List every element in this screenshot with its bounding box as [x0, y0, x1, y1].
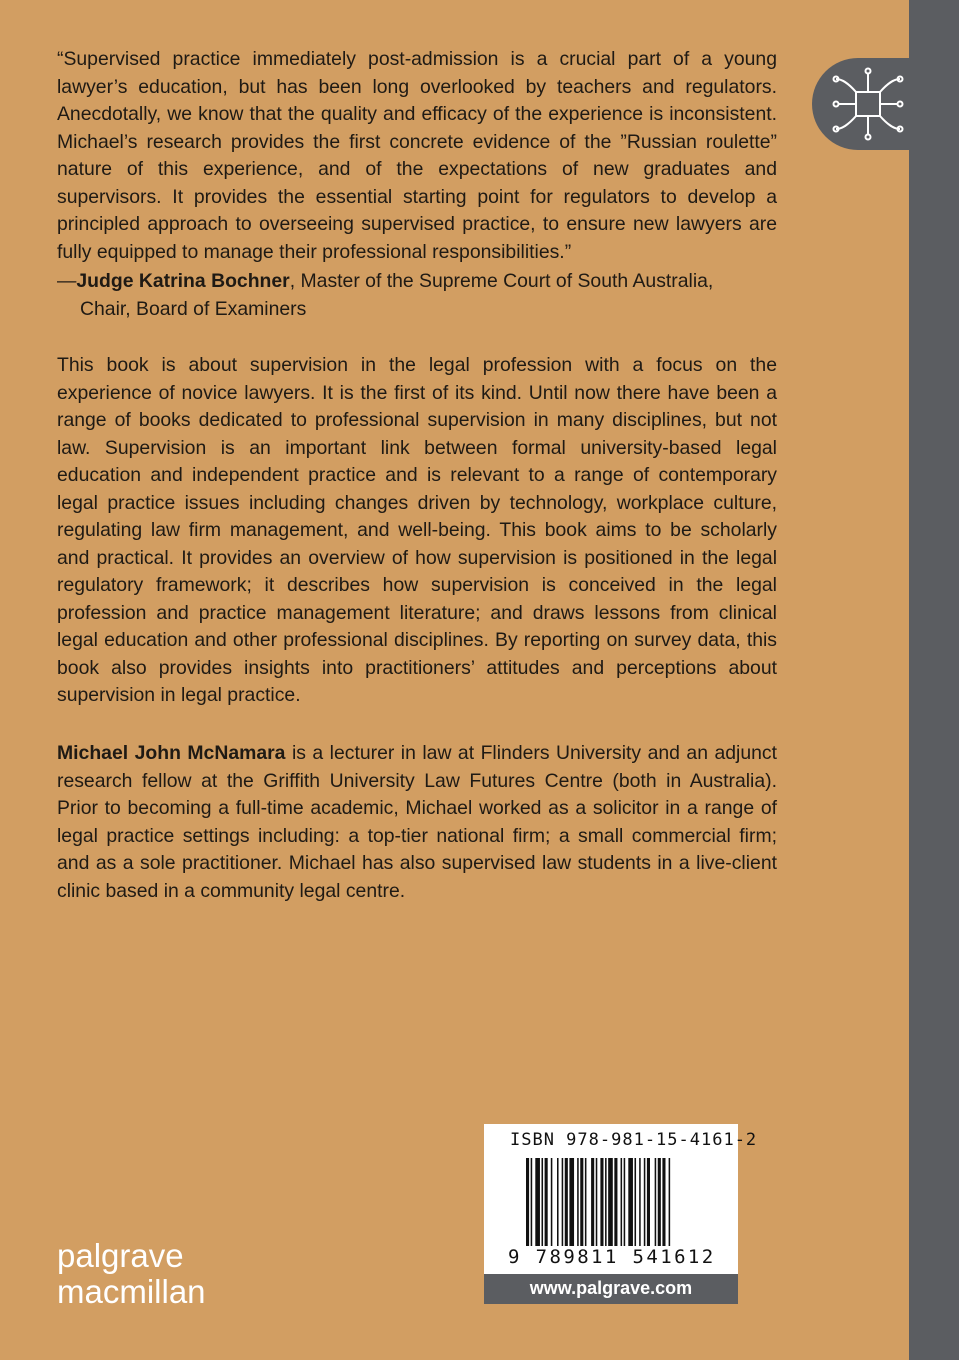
- attribution-title: , Master of the Supreme Court of South Australia,: [289, 270, 714, 292]
- barcode-bar: [535, 1158, 540, 1246]
- barcode-bar: [600, 1158, 603, 1246]
- barcode-bar: [542, 1158, 544, 1246]
- barcode-bar: [565, 1158, 568, 1246]
- barcode-box: [484, 1124, 758, 1274]
- barcode-digits: 9 789811 541612: [508, 1246, 716, 1268]
- barcode-bar: [644, 1158, 646, 1246]
- endorsement-quote: [57, 46, 777, 266]
- isbn-label: ISBN 978-981-15-4161-2: [510, 1130, 758, 1150]
- logo-tab: [812, 58, 959, 150]
- publisher-logo-palgrave: palgrave: [57, 1237, 184, 1274]
- barcode-bar: [628, 1158, 633, 1246]
- barcode-bar: [655, 1158, 657, 1246]
- barcode-bar: [551, 1158, 553, 1246]
- barcode-bar: [621, 1158, 623, 1246]
- bio-author-name: Michael John McNamara: [57, 742, 286, 764]
- barcode-bar: [658, 1158, 661, 1246]
- barcode-bar: [635, 1158, 637, 1246]
- barcode-bar: [639, 1158, 641, 1246]
- barcode-bars: [526, 1158, 726, 1246]
- website-url: www.palgrave.com: [484, 1274, 738, 1304]
- barcode-bar: [614, 1158, 617, 1246]
- spine-bar: [909, 0, 959, 1360]
- palgrave-circuit-logo-icon: [828, 65, 908, 143]
- barcode-bar: [569, 1158, 574, 1246]
- barcode-bar: [591, 1158, 594, 1246]
- attribution-role: Chair, Board of Examiners: [80, 297, 307, 320]
- bio-paragraph: [57, 740, 777, 905]
- bio-text: is a lecturer in law at Flinders University and an adjunct research fellow at the Griffith University Law Futures Centre (both in Australia). Prior to becoming a full-time academic, Michael worked as a solicitor in a range of legal practice settings including: a top-tier national firm; a small commercial firm; and as a sole practitioner. Michael has also supervised law students in a live-client clinic based in a community legal centre.: [57, 742, 777, 902]
- author-bio: [57, 740, 777, 905]
- description-text: This book is about supervision in the legal profession with a focus on the experience of novice lawyers. It is the first of its kind. Until now there have been a range of books dedicated to professional supervision in many disciplines, but not law. Supervision is an important link between formal university-based legal education and independent practice and is relevant to a range of contemporary legal practice issues including changes driven by technology, workplace culture, regulating law firm management, and well-being. This book aims to be scholarly and practical. It provides an overview of how supervision is positioned in the legal regulatory framework; it describes how supervision is conceived in the legal profession and practice management literature; and draws lessons from clinical legal education and other professional disciplines. By reporting on survey data, this book also provides insights into practitioners’ attitudes and perceptions about supervision in legal practice.: [57, 354, 777, 706]
- barcode-bar: [647, 1158, 650, 1246]
- barcode-bar: [531, 1158, 533, 1246]
- barcode-bar: [545, 1158, 548, 1246]
- quote-text: “Supervised practice immediately post-admission is a crucial part of a young lawyer’s education, but has been long overlooked by teachers and regulators. Anecdotally, we know that the quality and efficacy of the experience is inconsistent. Michael’s research provides the first concrete evidence of the ”Russian roulette” nature of this experience, and of the expectations of new graduates and supervisors. It provides the essential starting point for regulators to develop a principled approach to overseeing supervised practice, to ensure new lawyers are fully equipped to manage their professional responsibilities.”: [57, 48, 777, 263]
- barcode-bar: [605, 1158, 607, 1246]
- barcode-bar: [562, 1158, 564, 1246]
- quote-attribution: [57, 268, 713, 323]
- barcode-bar: [580, 1158, 583, 1246]
- barcode-bar: [662, 1158, 665, 1246]
- barcode-bar: [557, 1158, 559, 1246]
- book-description: [57, 352, 777, 710]
- attribution-author: Judge Katrina Bochner: [76, 270, 290, 292]
- barcode-bar: [669, 1158, 671, 1246]
- attribution-dash: —: [57, 270, 77, 292]
- barcode-bar: [577, 1158, 579, 1246]
- barcode-bar: [608, 1158, 613, 1246]
- barcode-bar: [526, 1158, 529, 1246]
- barcode-bar: [624, 1158, 626, 1246]
- barcode-bar: [596, 1158, 598, 1246]
- barcode-bar: [585, 1158, 587, 1246]
- publisher-logo-macmillan: macmillan: [57, 1273, 206, 1310]
